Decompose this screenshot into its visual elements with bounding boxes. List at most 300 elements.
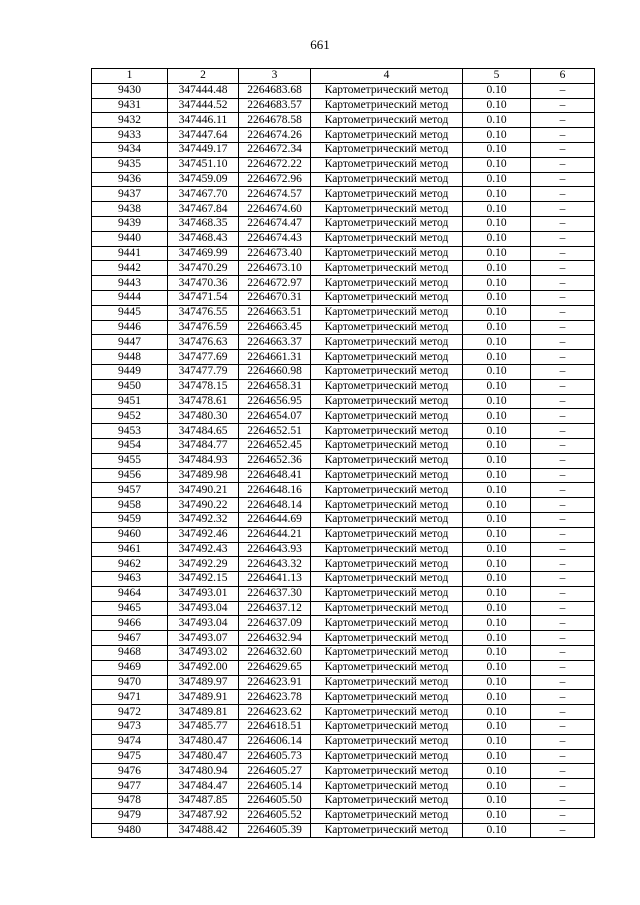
table-cell: 2264644.21 (239, 527, 311, 542)
table-row (92, 705, 595, 720)
table-cell: Картометрический метод (311, 764, 463, 779)
table-cell: 9444 (92, 290, 168, 305)
table-cell: Картометрический метод (311, 675, 463, 690)
table-cell: 2264658.31 (239, 379, 311, 394)
table-row (92, 128, 595, 143)
table-cell: – (531, 305, 595, 320)
table-row (92, 527, 595, 542)
table-cell: Картометрический метод (311, 438, 463, 453)
table-row (92, 335, 595, 350)
table-cell: 347480.47 (168, 749, 239, 764)
table-cell: Картометрический метод (311, 231, 463, 246)
table-cell: 9437 (92, 187, 168, 202)
table-cell: Картометрический метод (311, 113, 463, 128)
table-cell: Картометрический метод (311, 246, 463, 261)
table-cell: 347470.29 (168, 261, 239, 276)
table-cell: 347489.98 (168, 468, 239, 483)
table-cell: – (531, 409, 595, 424)
table-cell: – (531, 586, 595, 601)
column-header: 1 (92, 69, 168, 84)
table-cell: – (531, 527, 595, 542)
table-cell: 0.10 (463, 335, 531, 350)
table-cell: Картометрический метод (311, 409, 463, 424)
table-cell: Картометрический метод (311, 172, 463, 187)
table-cell: 2264654.07 (239, 409, 311, 424)
table-row (92, 187, 595, 202)
table-cell: Картометрический метод (311, 512, 463, 527)
table-cell: – (531, 172, 595, 187)
table-cell: 9445 (92, 305, 168, 320)
table-row (92, 468, 595, 483)
table-row (92, 438, 595, 453)
table-cell: Картометрический метод (311, 468, 463, 483)
table-cell: 9465 (92, 601, 168, 616)
table-cell: 2264652.45 (239, 438, 311, 453)
table-cell: 9476 (92, 764, 168, 779)
table-row (92, 246, 595, 261)
table-cell: 347480.30 (168, 409, 239, 424)
table-row (92, 394, 595, 409)
table-cell: 9446 (92, 320, 168, 335)
table-cell: 9451 (92, 394, 168, 409)
table-row (92, 231, 595, 246)
table-cell: Картометрический метод (311, 157, 463, 172)
table-cell: – (531, 808, 595, 823)
table-cell: 2264623.62 (239, 705, 311, 720)
table-cell: 347467.70 (168, 187, 239, 202)
table-cell: 2264643.93 (239, 542, 311, 557)
table-cell: – (531, 187, 595, 202)
table-cell: 9480 (92, 823, 168, 838)
table-cell: 0.10 (463, 231, 531, 246)
table-cell: 2264674.43 (239, 231, 311, 246)
table-cell: Картометрический метод (311, 572, 463, 587)
table-cell: 2264674.60 (239, 202, 311, 217)
table-cell: 9442 (92, 261, 168, 276)
table-cell: 0.10 (463, 453, 531, 468)
table-cell: 2264663.45 (239, 320, 311, 335)
table-row (92, 586, 595, 601)
table-row (92, 350, 595, 365)
table-cell: Картометрический метод (311, 424, 463, 439)
table-cell: 9468 (92, 646, 168, 661)
table-cell: Картометрический метод (311, 808, 463, 823)
table-cell: 9478 (92, 794, 168, 809)
table-row (92, 113, 595, 128)
table-cell: Картометрический метод (311, 290, 463, 305)
table-cell: – (531, 335, 595, 350)
table-cell: – (531, 705, 595, 720)
table-row (92, 542, 595, 557)
table-cell: 0.10 (463, 660, 531, 675)
table-cell: 0.10 (463, 586, 531, 601)
table-row (92, 572, 595, 587)
table-cell: 9469 (92, 660, 168, 675)
table-cell: 2264605.50 (239, 794, 311, 809)
table-cell: 347487.85 (168, 794, 239, 809)
table-cell: 9467 (92, 631, 168, 646)
table-cell: 9433 (92, 128, 168, 143)
table-cell: Картометрический метод (311, 660, 463, 675)
table-cell: 0.10 (463, 172, 531, 187)
table-cell: – (531, 720, 595, 735)
table-row (92, 379, 595, 394)
table-cell: 9436 (92, 172, 168, 187)
table-cell: 2264632.60 (239, 646, 311, 661)
table-cell: 2264652.51 (239, 424, 311, 439)
table-cell: 2264674.26 (239, 128, 311, 143)
table-cell: 0.10 (463, 261, 531, 276)
table-cell: – (531, 246, 595, 261)
table-cell: – (531, 690, 595, 705)
table-cell: Картометрический метод (311, 379, 463, 394)
table-row (92, 823, 595, 838)
table-cell: 347477.69 (168, 350, 239, 365)
table-cell: Картометрический метод (311, 187, 463, 202)
table-cell: 2264663.51 (239, 305, 311, 320)
table-cell: 347444.52 (168, 98, 239, 113)
table-cell: 347478.15 (168, 379, 239, 394)
table-cell: Картометрический метод (311, 498, 463, 513)
table-cell: 0.10 (463, 808, 531, 823)
table-cell: 0.10 (463, 779, 531, 794)
table-cell: Картометрический метод (311, 216, 463, 231)
table-cell: 2264652.36 (239, 453, 311, 468)
table-row (92, 779, 595, 794)
table-cell: 9440 (92, 231, 168, 246)
column-header: 6 (531, 69, 595, 84)
table-cell: 2264605.14 (239, 779, 311, 794)
table-row (92, 557, 595, 572)
table-row (92, 157, 595, 172)
table-cell: 9479 (92, 808, 168, 823)
table-row (92, 98, 595, 113)
table-cell: 347489.91 (168, 690, 239, 705)
table-cell: 2264673.10 (239, 261, 311, 276)
table-cell: 0.10 (463, 705, 531, 720)
table-cell: – (531, 350, 595, 365)
table-cell: 2264637.12 (239, 601, 311, 616)
table-cell: 347480.47 (168, 734, 239, 749)
table-cell: – (531, 113, 595, 128)
table-row (92, 216, 595, 231)
table-cell: – (531, 276, 595, 291)
table-cell: 9470 (92, 675, 168, 690)
table-cell: – (531, 202, 595, 217)
table-cell: 2264660.98 (239, 364, 311, 379)
table-cell: 347484.77 (168, 438, 239, 453)
table-cell: 347493.01 (168, 586, 239, 601)
table-cell: 0.10 (463, 764, 531, 779)
table-cell: 2264641.13 (239, 572, 311, 587)
table-cell: 347477.79 (168, 364, 239, 379)
table-cell: – (531, 601, 595, 616)
table-row (92, 172, 595, 187)
table-cell: Картометрический метод (311, 128, 463, 143)
table-cell: Картометрический метод (311, 690, 463, 705)
table-cell: Картометрический метод (311, 320, 463, 335)
table-cell: 0.10 (463, 320, 531, 335)
table-cell: – (531, 616, 595, 631)
table-cell: 9473 (92, 720, 168, 735)
table-cell: Картометрический метод (311, 527, 463, 542)
table-cell: 0.10 (463, 527, 531, 542)
table-row (92, 202, 595, 217)
table-cell: – (531, 216, 595, 231)
table-cell: Картометрический метод (311, 276, 463, 291)
table-cell: 0.10 (463, 438, 531, 453)
table-cell: 347447.64 (168, 128, 239, 143)
table-cell: 347493.04 (168, 601, 239, 616)
table-row (92, 720, 595, 735)
table-cell: Картометрический метод (311, 646, 463, 661)
table-cell: 9454 (92, 438, 168, 453)
table-row (92, 483, 595, 498)
table-cell: 9453 (92, 424, 168, 439)
table-cell: 2264648.16 (239, 483, 311, 498)
table-cell: – (531, 542, 595, 557)
table-row (92, 808, 595, 823)
table-cell: 2264643.32 (239, 557, 311, 572)
table-cell: 347467.84 (168, 202, 239, 217)
table-cell: 2264661.31 (239, 350, 311, 365)
table-cell: 347490.21 (168, 483, 239, 498)
column-header: 2 (168, 69, 239, 84)
table-cell: Картометрический метод (311, 453, 463, 468)
page-number: 661 (310, 37, 330, 52)
table-cell: Картометрический метод (311, 601, 463, 616)
table-cell: 347470.36 (168, 276, 239, 291)
table-cell: 2264683.57 (239, 98, 311, 113)
table-cell: – (531, 379, 595, 394)
table-body (92, 83, 595, 838)
table-cell: Картометрический метод (311, 261, 463, 276)
column-header: 5 (463, 69, 531, 84)
table-cell: – (531, 438, 595, 453)
table-cell: 0.10 (463, 364, 531, 379)
table-row (92, 675, 595, 690)
table-cell: Картометрический метод (311, 749, 463, 764)
table-cell: 347484.93 (168, 453, 239, 468)
table-row (92, 290, 595, 305)
table-cell: 347490.22 (168, 498, 239, 513)
table-cell: 2264605.73 (239, 749, 311, 764)
table-row (92, 749, 595, 764)
table-cell: Картометрический метод (311, 823, 463, 838)
table-cell: 347459.09 (168, 172, 239, 187)
table-cell: 2264632.94 (239, 631, 311, 646)
table-cell: Картометрический метод (311, 142, 463, 157)
table-cell: 2264606.14 (239, 734, 311, 749)
table-cell: 9441 (92, 246, 168, 261)
table-cell: 9474 (92, 734, 168, 749)
table-cell: Картометрический метод (311, 350, 463, 365)
table-cell: Картометрический метод (311, 83, 463, 98)
table-cell: 347471.54 (168, 290, 239, 305)
table-cell: Картометрический метод (311, 631, 463, 646)
table-cell: – (531, 512, 595, 527)
table-cell: 347492.15 (168, 572, 239, 587)
table-cell: Картометрический метод (311, 335, 463, 350)
table-cell: Картометрический метод (311, 305, 463, 320)
table-cell: Картометрический метод (311, 394, 463, 409)
table-cell: 347468.43 (168, 231, 239, 246)
table-cell: 2264637.30 (239, 586, 311, 601)
table-cell: 9463 (92, 572, 168, 587)
table-cell: Картометрический метод (311, 557, 463, 572)
table-row (92, 424, 595, 439)
table-cell: 2264672.96 (239, 172, 311, 187)
table-cell: 9460 (92, 527, 168, 542)
table-row (92, 453, 595, 468)
table-cell: 9459 (92, 512, 168, 527)
table-cell: Картометрический метод (311, 734, 463, 749)
table-cell: 0.10 (463, 157, 531, 172)
table-cell: 0.10 (463, 128, 531, 143)
table-cell: 347476.55 (168, 305, 239, 320)
table-cell: 0.10 (463, 749, 531, 764)
table-cell: Картометрический метод (311, 202, 463, 217)
table-cell: 0.10 (463, 823, 531, 838)
table-cell: 0.10 (463, 468, 531, 483)
table-cell: 347493.07 (168, 631, 239, 646)
table-cell: 0.10 (463, 794, 531, 809)
table-cell: 9435 (92, 157, 168, 172)
table-row (92, 305, 595, 320)
table-cell: – (531, 98, 595, 113)
table-cell: 0.10 (463, 98, 531, 113)
table-cell: 9475 (92, 749, 168, 764)
table-row (92, 276, 595, 291)
table-cell: 2264605.39 (239, 823, 311, 838)
table-row (92, 616, 595, 631)
table-cell: – (531, 290, 595, 305)
table-cell: 9439 (92, 216, 168, 231)
table-cell: – (531, 157, 595, 172)
table-cell: 2264644.69 (239, 512, 311, 527)
table-cell: 9477 (92, 779, 168, 794)
table-cell: 0.10 (463, 409, 531, 424)
table-cell: 0.10 (463, 690, 531, 705)
table-cell: 9448 (92, 350, 168, 365)
table-cell: Картометрический метод (311, 705, 463, 720)
table-cell: – (531, 320, 595, 335)
table-cell: 2264672.97 (239, 276, 311, 291)
table-cell: 0.10 (463, 305, 531, 320)
table-cell: Картометрический метод (311, 720, 463, 735)
table-cell: – (531, 424, 595, 439)
table-cell: – (531, 794, 595, 809)
table-cell: 9464 (92, 586, 168, 601)
table-cell: Картометрический метод (311, 586, 463, 601)
table-cell: 9462 (92, 557, 168, 572)
table-cell: – (531, 453, 595, 468)
table-cell: 0.10 (463, 350, 531, 365)
table-cell: 0.10 (463, 720, 531, 735)
table-cell: 0.10 (463, 734, 531, 749)
table-cell: Картометрический метод (311, 794, 463, 809)
table-cell: 2264648.41 (239, 468, 311, 483)
table-cell: 2264674.57 (239, 187, 311, 202)
table-cell: 0.10 (463, 379, 531, 394)
table-cell: – (531, 261, 595, 276)
table-cell: – (531, 749, 595, 764)
table-cell: – (531, 675, 595, 690)
table-cell: 2264605.52 (239, 808, 311, 823)
table-cell: – (531, 779, 595, 794)
table-cell: 347493.02 (168, 646, 239, 661)
table-cell: – (531, 557, 595, 572)
table-cell: 0.10 (463, 572, 531, 587)
coordinates-table (91, 68, 595, 838)
table-cell: 0.10 (463, 202, 531, 217)
table-cell: 0.10 (463, 616, 531, 631)
table-row (92, 734, 595, 749)
table-row (92, 601, 595, 616)
table-cell: 2264618.51 (239, 720, 311, 735)
table-cell: 9434 (92, 142, 168, 157)
table-row (92, 409, 595, 424)
table-cell: 347488.42 (168, 823, 239, 838)
table-cell: Картометрический метод (311, 616, 463, 631)
table-cell: 9458 (92, 498, 168, 513)
table-cell: 9432 (92, 113, 168, 128)
table-cell: 347484.65 (168, 424, 239, 439)
table-cell: – (531, 572, 595, 587)
table-cell: 347480.94 (168, 764, 239, 779)
table-cell: 9472 (92, 705, 168, 720)
table-cell: 9447 (92, 335, 168, 350)
table-cell: 0.10 (463, 557, 531, 572)
table-cell: 9456 (92, 468, 168, 483)
table-cell: – (531, 128, 595, 143)
table-cell: 9449 (92, 364, 168, 379)
table-cell: 347446.11 (168, 113, 239, 128)
table-cell: 9461 (92, 542, 168, 557)
table-cell: 0.10 (463, 512, 531, 527)
table-row (92, 631, 595, 646)
table-header-row (92, 69, 595, 84)
table-cell: 0.10 (463, 83, 531, 98)
table-cell: 9452 (92, 409, 168, 424)
table-cell: 2264656.95 (239, 394, 311, 409)
table-cell: 9457 (92, 483, 168, 498)
table-cell: 347489.97 (168, 675, 239, 690)
table-cell: 2264672.34 (239, 142, 311, 157)
table-row (92, 646, 595, 661)
table-cell: – (531, 646, 595, 661)
table-cell: 0.10 (463, 276, 531, 291)
table-cell: 2264637.09 (239, 616, 311, 631)
table-cell: – (531, 823, 595, 838)
table-cell: – (531, 764, 595, 779)
table-cell: 347492.29 (168, 557, 239, 572)
table-cell: 0.10 (463, 142, 531, 157)
table-cell: 9430 (92, 83, 168, 98)
table-row (92, 660, 595, 675)
table-cell: 9443 (92, 276, 168, 291)
table-cell: 347493.04 (168, 616, 239, 631)
table-cell: 2264673.40 (239, 246, 311, 261)
table-cell: 2264672.22 (239, 157, 311, 172)
table-cell: 2264623.78 (239, 690, 311, 705)
table-row (92, 498, 595, 513)
table-cell: 0.10 (463, 646, 531, 661)
table-cell: – (531, 734, 595, 749)
table-cell: 0.10 (463, 498, 531, 513)
table-cell: 0.10 (463, 113, 531, 128)
table-cell: 0.10 (463, 483, 531, 498)
